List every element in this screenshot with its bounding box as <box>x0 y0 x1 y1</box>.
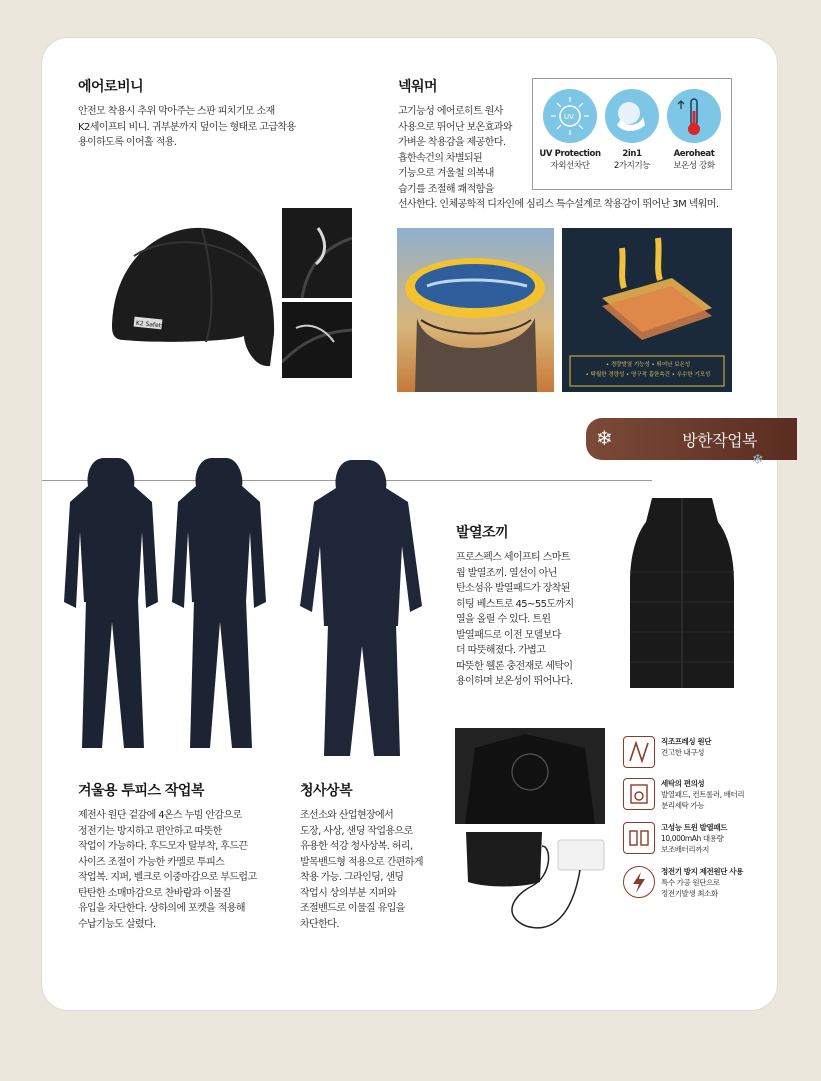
heated-vest-title: 발열조끼 <box>456 525 509 541</box>
vest-feature-washable-title: 세탁의 편의성 <box>661 779 705 788</box>
feature-uv-ko: 자외선차단 <box>550 161 590 171</box>
two-piece-description: 제전사 원단 겉감에 4온스 누빔 안감으로 정전기는 방지하고 편안하고 따뜻한 작업이 가능하다. 후드모자 탈부착, 후드끈 사이즈 조절이 가능한 카멜로 투피스 작업복. 지퍼, 벨크로 이중마감으로 부드럽고 탄탄한 소매마감으로 찬바람과 이물질 유입을 차단한다. 상하의에 포켓을 적용해 수납기능도 살렸다. <box>78 810 257 930</box>
heated-vest-photo <box>622 492 742 698</box>
section-banner-label: 방한작업복 <box>682 430 757 450</box>
face-icon <box>605 89 659 143</box>
vest-feature-ripstop-title: 직조프레싱 원단 <box>661 737 712 746</box>
feature-2in1-en: 2in1 <box>622 149 642 159</box>
beanie-detail-photo-1 <box>282 208 352 298</box>
beanie-detail-photo-2 <box>282 302 352 378</box>
two-piece-photo <box>62 452 277 762</box>
heating-pad-battery-photo <box>462 826 612 936</box>
twin-pad-icon <box>623 822 655 854</box>
vest-feature-twin-pad <box>623 822 773 858</box>
static-icon <box>623 866 655 898</box>
page-card <box>42 38 777 1010</box>
vest-feature-ripstop-desc: 견고한 내구성 <box>661 748 705 757</box>
neckwarmer-diagram <box>562 228 732 392</box>
heated-vest-description: 프로스펙스 세이프티 스마트 웜 발열조끼. 열선이 아닌 탄소섬유 발열패드가 장착된 히팅 베스트로 45~55도까지 열을 올릴 수 있다. 트윈 발열패드로 이전 모델보다 더 따뜻해졌다. 가볍고 따뜻한 웰론 충전재로 세탁이 용이하며 보온성이 뛰어나다. <box>456 552 574 687</box>
rainsuit-description: 조선소와 산업현장에서 도장, 사상, 샌딩 작업용으로 유용한 석강 청사상복. 허리, 발목밴드형 적용으로 간편하게 착용 가능. 그라인딩, 샌딩 작업시 상의부분 지퍼와 조절밴드로 이물질 유입을 차단한다. <box>300 810 423 930</box>
feature-aeroheat <box>663 89 725 171</box>
vest-feature-washable-desc: 발열패드, 컨트롤러, 배터리 분리세탁 가능 <box>661 790 745 810</box>
feature-uv <box>539 89 601 171</box>
feature-uv-en: UV Protection <box>539 149 601 159</box>
vest-feature-antistatic-desc: 특수 가공 원단으로 정전기발생 최소화 <box>661 878 720 898</box>
vest-feature-ripstop <box>623 736 773 772</box>
snowflake-icon: ❄ <box>596 426 613 450</box>
feature-aeroheat-en: Aeroheat <box>673 149 715 159</box>
vest-inside-photo <box>455 728 605 824</box>
vest-feature-antistatic-title: 정전기 방지 제전원단 사용 <box>661 867 743 876</box>
beanie-title: 에어로비니 <box>78 79 144 95</box>
vest-feature-twin-pad-desc: 10,000mAh 대용량 보조배터리까지 <box>661 834 724 854</box>
vest-feature-twin-pad-title: 고성능 트윈 발열패드 <box>661 823 728 832</box>
ripstop-icon <box>623 736 655 768</box>
sun-icon <box>543 89 597 143</box>
washer-icon <box>623 778 655 810</box>
feature-2in1-ko: 2가지기능 <box>613 161 651 171</box>
vest-feature-antistatic <box>623 866 773 902</box>
two-piece-title: 겨울용 투피스 작업복 <box>78 783 204 799</box>
beanie-photo <box>104 216 280 372</box>
thermometer-icon <box>667 89 721 143</box>
beanie-description: 안전모 착용시 추위 막아주는 스판 피치기모 소재 K2세이프티 비니. 귀부분까지 덮이는 형태로 고급착용 용이하도록 이어홀 적용. <box>78 106 296 148</box>
neckwarmer-diagram-bullets: • 경량발열 기능성 • 뛰어난 보온성 • 탁월한 경량성 • 영구적 흡한속건 • 우수한 기모성 <box>585 362 711 378</box>
rainsuit-photo <box>292 456 432 762</box>
feature-2in1 <box>601 89 663 171</box>
neckwarmer-model-photo <box>397 228 554 392</box>
beanie-logo: K2 Safety <box>135 319 165 330</box>
snowflake-accent-icon: ❄ <box>752 452 764 468</box>
neckwarmer-feature-box <box>532 78 732 190</box>
vest-feature-washable <box>623 778 773 814</box>
section-banner <box>586 418 797 460</box>
svg-text:UV: UV <box>564 113 574 121</box>
neckwarmer-title: 넥워머 <box>398 79 438 95</box>
neckwarmer-description: 고기능성 에어로히트 원사 사용으로 뛰어난 보온효과와 가벼운 착용감을 제공한다. 흡한속건의 차별되된 기능으로 겨울철 의복내 습기를 조절해 쾌적함을 선사한다. 인체공학적 디자인에 심리스 특수설계로 착용감이 뛰어난 3M 넥워머. <box>398 106 719 210</box>
feature-aeroheat-ko: 보온성 강화 <box>673 161 715 171</box>
rainsuit-title: 청사상복 <box>300 783 353 799</box>
